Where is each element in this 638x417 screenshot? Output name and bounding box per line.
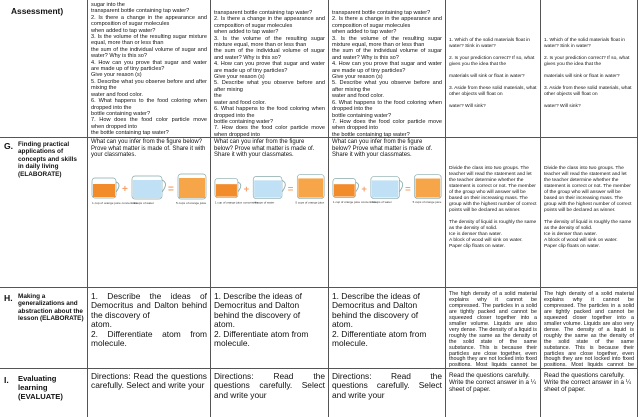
row-i-label: Evaluating learning (EVALUATE) <box>18 374 63 401</box>
row-f-col5 <box>541 0 638 138</box>
row-f-col1 <box>88 0 211 138</box>
row-g-label: Finding practical applications of concepts and skills in daily living (ELABORATE) <box>18 141 77 178</box>
juice-cup <box>178 174 206 199</box>
row-f-col5-text: 1. Which of the solid materials float in water? Sink in water? 2. Is your prediction correct? If so, what gives you the idea that the materials will sink or float in water? 3. Aside from these solid materials, what other objects will float on water? Will sink? <box>544 38 632 109</box>
svg-text:=: = <box>168 184 174 195</box>
svg-text:5 cups of orange juice: 5 cups of orange juice <box>412 200 442 205</box>
row-g-col2-text: What can you infer from the figure below? Prove what matter is made of. Share it with your classmates. <box>214 139 315 159</box>
row-i-label-cell <box>0 369 88 417</box>
svg-text:+: + <box>361 183 367 195</box>
orange-juice-mixing-figure <box>331 168 444 208</box>
row-i-col3 <box>329 369 446 417</box>
row-g-label-cell <box>0 138 88 288</box>
row-h-col4 <box>446 288 541 369</box>
row-h-col1-text: 1. Describe the ideas of Democritus and Dalton behind the discovery of atom. 2. Differentiate atom from molecule. <box>91 291 207 349</box>
svg-text:=: = <box>405 183 411 195</box>
caption-concentrate: 1 cup of orange juice concentrate <box>92 201 138 205</box>
row-i-letter: I. <box>4 375 9 385</box>
row-i-col2 <box>211 369 329 417</box>
row-g-col1-text: What can you infer from the figure below? Prove what matter is made of. Share it with your classmates. <box>91 139 206 159</box>
row-g-col3 <box>329 138 446 288</box>
row-f-label: Assessment) <box>11 6 64 16</box>
row-h-col2-text: 1. Describe the ideas of Democritus and Dalton behind the discovery of atom. 2. Differentiate atom from molecule. <box>214 291 309 349</box>
row-g-col3-text: What can you infer from the figure below? Prove what matter is made of. Share it with your classmates. <box>332 139 433 159</box>
row-g-col5-text: Divide the class into two groups. The teacher will read the statement and let the teacher determine whether the statement is correct or not. The member of the group who will answer will be based on their increasing mass. The group with the highest number of correct points will be declared as winner. The density of liquid is roughly the same as the density of solid. Ice is denser than water. A block of wood will sink on water. Paper clip floats on water. <box>544 166 632 249</box>
row-i-col5 <box>541 369 638 417</box>
row-g-col1 <box>88 138 211 288</box>
row-f-col3 <box>329 0 446 138</box>
row-f-label-cell <box>0 0 88 138</box>
caption-water: 4 cups of water <box>133 201 154 205</box>
row-h-letter: H. <box>4 293 13 303</box>
row-h-col3 <box>329 288 446 369</box>
orange-juice-mixing-figure <box>90 168 209 208</box>
caption-juice: 5 cups of orange juice <box>176 201 207 205</box>
row-h-col1 <box>88 288 211 369</box>
svg-text:4 cups of water: 4 cups of water <box>371 200 392 205</box>
svg-text:5 cups of orange juice: 5 cups of orange juice <box>295 200 325 205</box>
row-i-col4-text: Read the questions carefully. Write the correct answer in a ¼ sheet of paper. <box>449 372 537 393</box>
water-cup <box>132 176 166 199</box>
concentrate-cup <box>92 178 119 198</box>
row-i-col2-text: Directions: Read the questions carefully. Select and write your <box>214 371 325 400</box>
row-h-col5-text: The high density of a solid material explains why it cannot be compressed. The particles in a solid are tightly packed and cannot be squeezed closer together into a smaller volume. Liquids are also very dense. The density of a liquid is roughly the same as the density of the solid state of the same substance. This is because their particles are close together, even though they are not locked into fixed positions. Most liquids cannot be <box>544 291 634 369</box>
row-h-col3-text: 1. Describe the ideas of Democritus and Dalton behind the discovery of atom. 2. Differentiate atom from molecule. <box>332 291 427 349</box>
svg-text:=: = <box>287 183 294 195</box>
row-h-label: Making a generalizations and abstraction about the lesson (ELABORATE) <box>18 293 84 323</box>
row-h-col4-text: The high density of a solid material explains why it cannot be compressed. The particles in a solid are tightly packed and cannot be squeezed closer together into a smaller volume. Liquids are also very dense. The density of a liquid is roughly the same as the density of the solid state of the same substance. This is because their particles are close together, even though they are not locked into fixed positions. Most liquids cannot be <box>449 291 537 369</box>
svg-text:1 cup of orange juice concentr: 1 cup of orange juice concentrate <box>214 200 259 205</box>
row-g-col4 <box>446 138 541 288</box>
row-g-col2 <box>211 138 329 288</box>
row-f-col4-text: 1. Which of the solid materials float in water? Sink in water? 2. Is your prediction correct? If so, what gives you the idea that the materials will sink or float in water? 3. Aside from these solid materials, what other objects will float on water? Will sink? <box>449 38 537 109</box>
row-i-col4 <box>446 369 541 417</box>
svg-text:1 cup of orange juice concentr: 1 cup of orange juice concentrate <box>332 200 377 205</box>
row-f-col3-text: transparent bottle containing tap water? 2. Is there a change in the appearance and composition of sugar molecules when added to tap water? 3. Is the volume of the resulting sugar mixture equal, more than or less than the sum of the individual volume of sugar and water? Why is this so? 4. How can you prove that sugar and water are made up of tiny particles? Give your reason (s) 5. Describe what you observe before and after mixing the water and food color. 6. What happens to the food coloring when dropped into the bottle containing water? 7. How does the food color particle move when dropped into the bottle containing tap water? <box>332 10 442 138</box>
row-f-col1-text: sugar into the transparent bottle containing tap water? 2. Is there a change in the appearance and composition of sugar molecules when added to tap water? 3. Is the volume of the resulting sugar mixture equal, more than or less than the sum of the individual volume of sugar and water? Why is this so? 4. How can you prove that sugar and water are made up of tiny particles? Give your reason (s) 5. Describe what you observe before and after mixing the water and food color. 6. What happens to the food coloring when dropped into the bottle containing water? 7. How does the food color particle move when dropped into the bottle containing tap water? <box>91 2 207 137</box>
row-i-col1-text: Directions: Read the questions carefully. Select and write your <box>91 371 207 391</box>
svg-text:+: + <box>243 183 250 195</box>
orange-juice-mixing-figure <box>213 168 327 208</box>
row-h-col5 <box>541 288 638 369</box>
row-h-label-cell <box>0 288 88 369</box>
svg-text:4 cups of water: 4 cups of water <box>254 200 275 205</box>
row-g-letter: G. <box>4 141 14 151</box>
row-f-col2 <box>211 0 329 138</box>
row-i-col1 <box>88 369 211 417</box>
row-f-col2-text: transparent bottle containing tap water? 2. Is there a change in the appearance and composition of sugar molecules when added to tap water? 3. Is the volume of the resulting sugar mixture equal, more than or less than the sum of the individual volume of sugar and water? Why is this so? 4. How can you prove that sugar and water are made up of tiny particles? Give your reason (s) 5. Describe what you observe before and after mixing the water and food color. 6. What happens to the food coloring when dropped into the bottle containing water? 7. How does the food color particle move when dropped into <box>214 10 325 138</box>
row-i-col5-text: Read the questions carefully. Write the correct answer in a ¼ sheet of paper. <box>544 372 632 393</box>
row-h-col2 <box>211 288 329 369</box>
svg-text:+: + <box>122 184 128 195</box>
row-i-col3-text: Directions: Read the questions carefully. Select and write your <box>332 371 442 400</box>
row-g-col5 <box>541 138 638 288</box>
row-g-col4-text: Divide the class into two groups. The teacher will read the statement and let the teacher determine whether the statement is correct or not. The member of the group who will answer will be based on their increasing mass. The group with the highest number of correct points will be declared as winner. The density of liquid is roughly the same as the density of solid. Ice is denser than water. A block of wood will sink on water. Paper clip floats on water. <box>449 166 537 249</box>
row-f-col4 <box>446 0 541 138</box>
